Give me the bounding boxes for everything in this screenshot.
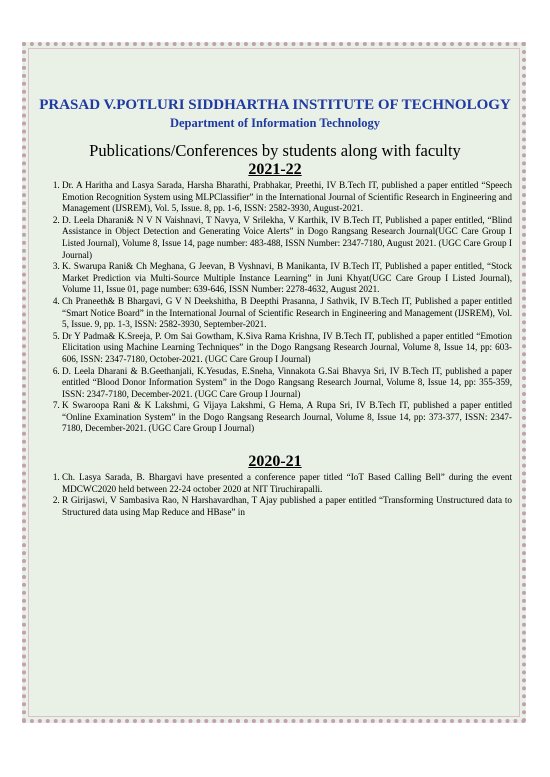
- institute-name: PRASAD V.POTLURI SIDDHARTHA INSTITUTE OF TECHNOLOGY: [39, 97, 511, 113]
- list-item: 1. Ch. Lasya Sarada, B. Bhargavi have presented a conference paper titled “IoT Based Calling Bell” during the event MDCWC2020 held between 22-24 october 2020 at NIT Tiruchirapalli.: [62, 472, 512, 495]
- list-item: 2. D. Leela Dharani& N V N Vaishnavi, T Navya, V Srilekha, V Karthik, IV B.Tech IT, Published a paper entitled, “Blind Assistance in Object Detection and Generating Voice Alerts” in Dogo Rangsang Research Journal(UGC Care Group I Listed Journal), Volume 8, Issue 14, page number: 483-488, ISSN Number: 2347-7180, August 2021. (UGC Care Group I Journal): [62, 215, 512, 261]
- department-name: Department of Information Technology: [169, 116, 381, 130]
- document-title: Publications/Conferences by students along with faculty: [89, 141, 461, 160]
- list-item: 7. K Swaroopa Rani & K Lakshmi, G Vijaya Lakshmi, G Hema, A Rupa Sri, IV B.Tech IT, published a paper entitled “Online Examination System” in the Dogo Rangsang Research Journal, Volume 8, Issue 14, pp: 373-377, ISSN: 2347-7180, December-2021. (UGC Care Group I Journal): [62, 400, 512, 435]
- section-year-2020-21: 2020-21: [248, 453, 302, 471]
- list-item: 5. Dr Y Padma& K.Sreeja, P. Om Sai Gowtham, K.Siva Rama Krishna, IV B.Tech IT, published a paper entitled “Emotion Elicitation using Machine Learning Techniques” in the Dogo Rangsang Research Journal, Volume 8, Issue 14, pp: 603-606, ISSN: 2347-7180, October-2021. (UGC Care Group I Journal): [62, 331, 512, 366]
- list-item: 2. R Girijaswi, V Sambasiva Rao, N Harshavardhan, T Ajay published a paper entitled “Transforming Unstructured data to Structured data using Map Reduce and HBase” in: [62, 495, 512, 518]
- document-content: [38, 96, 512, 518]
- publication-list-2021-22: [38, 180, 512, 435]
- list-item: 1. Dr. A Haritha and Lasya Sarada, Harsha Bharathi, Prabhakar, Preethi, IV B.Tech IT, published a paper entitled “Speech Emotion Recognition System using MLPClassifier” in the International Journal of Scientific Research in Engineering and Management (IJSREM), Vol. 5, Issue. 8, pp. 1-6, ISSN: 2582-3930, August-2021.: [62, 180, 512, 215]
- list-item: 6. D. Leela Dharani & B.Geethanjali, K.Yesudas, E.Sneha, Vinnakota G.Sai Bhavya Sri, IV B.Tech IT, published a paper entitled “Blood Donor Information System” in the Dogo Rangsang Research Journal, Volume 8, Issue 14, pp: 355-359, ISSN: 2347-7180, December-2021. (UGC Care Group I Journal): [62, 366, 512, 401]
- section-year-2021-22: 2021-22: [248, 161, 302, 178]
- list-item: 4. Ch Praneeth& B Bhargavi, G V N Deekshitha, B Deepthi Prasanna, J Sathvik, IV B.Tech IT, Published a paper entitled “Smart Notice Board” in the International Journal of Scientific Research in Engineering and Management (IJSREM), Vol. 5, Issue. 9, pp. 1-3, ISSN: 2582-3930, September-2021.: [62, 296, 512, 331]
- publication-list-2020-21: [38, 472, 512, 518]
- list-item: 3. K. Swarupa Rani& Ch Meghana, G Jeevan, B Vyshnavi, B Manikanta, IV B.Tech IT, Published a paper entitled, “Stock Market Prediction via Multi-Source Multiple Instance Learning” in Juni Khyat(UGC Care Group I Listed Journal), Volume 11, Issue 01, page number: 639-646, ISSN Number: 2278-4632, August 2021.: [62, 261, 512, 296]
